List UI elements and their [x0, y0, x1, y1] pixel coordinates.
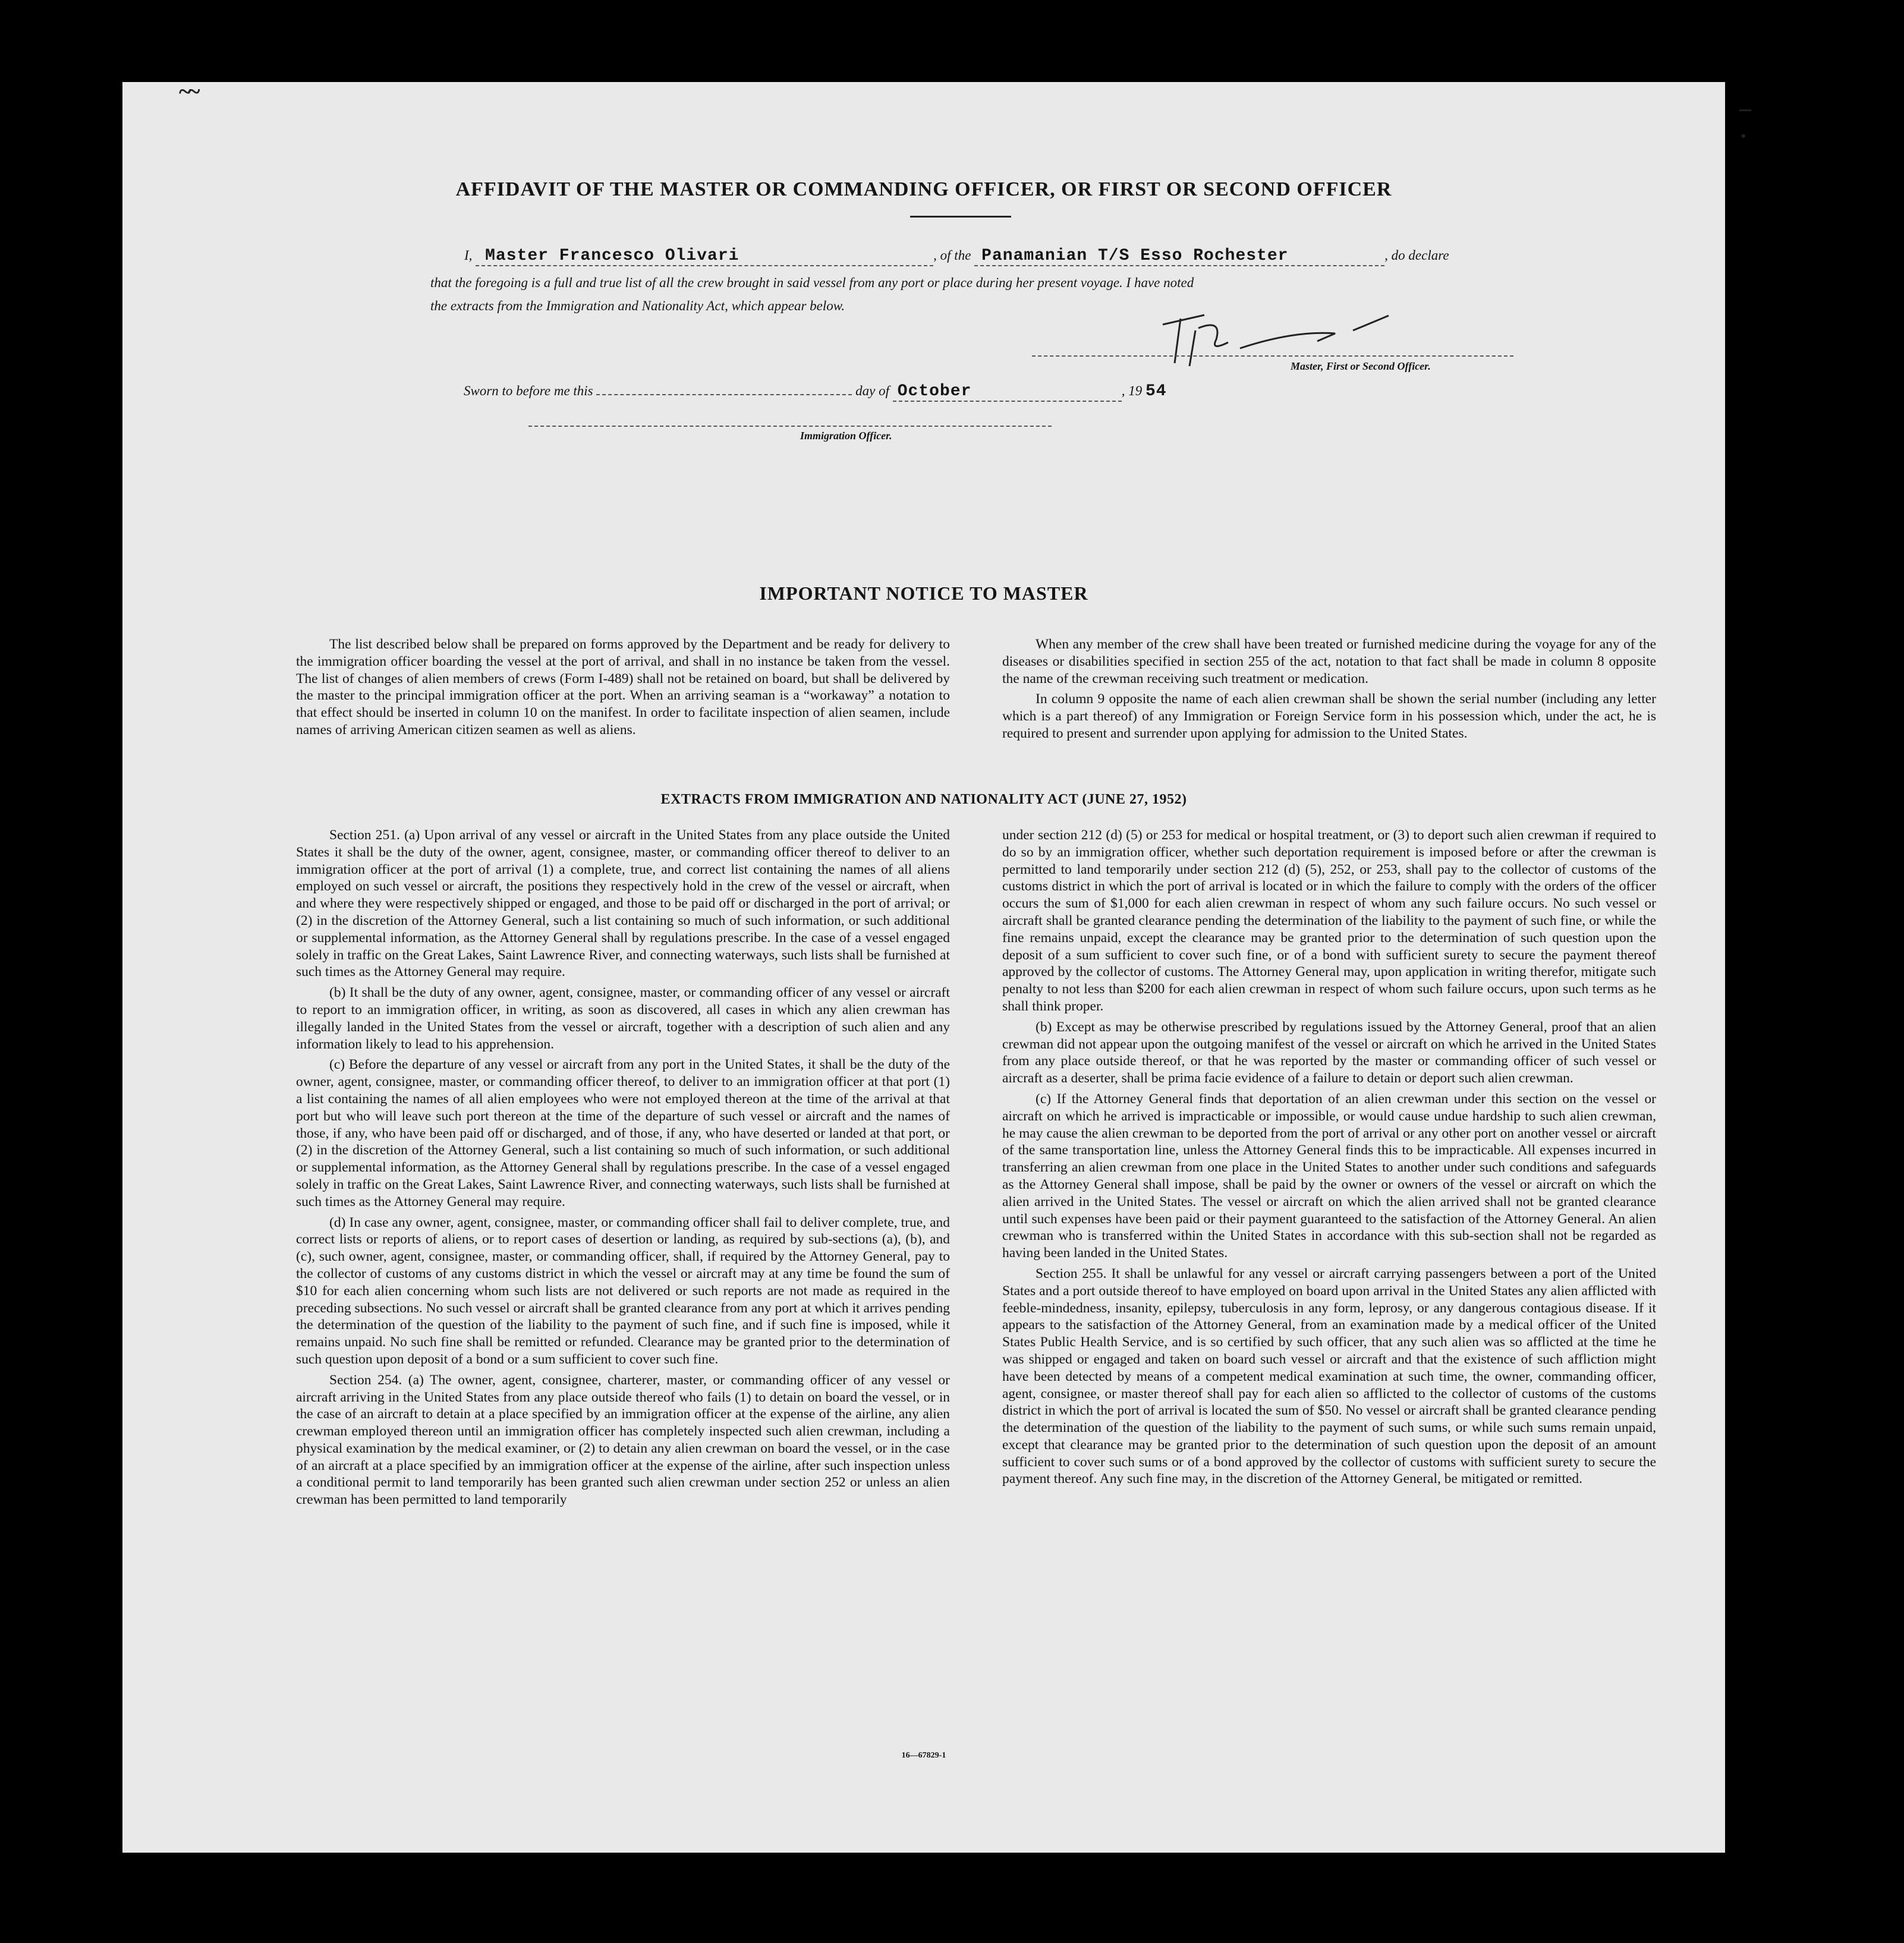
punch-hole	[1755, 1676, 1783, 1704]
month-field[interactable]	[893, 382, 1122, 402]
notice-paragraph: In column 9 opposite the name of each alien crewman shall be shown the serial number (including any letter which is a part thereof) of any Immigration or Foreign Service form in his possession which, under the act, he is required to present and surrender upon applying for admission to the United States.	[1002, 691, 1656, 741]
corner-mark: –·	[1739, 95, 1748, 149]
of-the-label: , of the	[933, 248, 971, 263]
punch-hole	[1755, 229, 1783, 258]
punch-hole	[1755, 1325, 1783, 1354]
section-paragraph: (b) It shall be the duty of any owner, agent, consignee, master, or commanding officer of any vessel or aircraft to report to an immigration officer, in writing, as soon as discovered, all cases in which any alien crewman has illegally landed in the United States from the vessel or aircraft, together with a description of such alien and any information likely to lead to his apprehension.	[296, 985, 950, 1052]
year-prefix: , 19	[1121, 383, 1143, 398]
vessel-field[interactable]	[974, 247, 1384, 266]
extracts-right-column	[1002, 827, 1656, 1491]
i-label: I,	[464, 248, 473, 263]
month-value: October	[897, 382, 972, 401]
year-value: 54	[1145, 382, 1167, 401]
signature-line	[1032, 355, 1513, 357]
notice-title: IMPORTANT NOTICE TO MASTER	[759, 582, 1088, 604]
section-paragraph: Section 251. (a) Upon arrival of any vessel or aircraft in the United States from any place outside the United States it shall be the duty of the owner, agent, consignee, master, or commanding officer thereof to deliver to an immigration officer at the port of arrival (1) a complete, true, and correct list containing the names of all aliens employed on such vessel or aircraft, the positions they respectively hold in the crew of the vessel or aircraft, when and where they were respectively shipped or engaged, and those to be paid off or discharged in the port of arrival; or (2) in the discretion of the Attorney General, such a list containing so much of such information, or such additional or supplemental information, as the Attorney General shall by regulations prescribe. In the case of a vessel engaged solely in traffic on the Great Lakes, Saint Lawrence River, and connecting waterways, such lists shall be furnished at such times as the Attorney General may require.	[296, 827, 950, 980]
vessel-value: Panamanian T/S Esso Rochester	[981, 247, 1289, 265]
document-page	[122, 78, 1748, 1853]
statement-line-2: the extracts from the Immigration and Nationality Act, which appear below.	[430, 298, 845, 313]
sworn-day-field[interactable]	[596, 394, 852, 395]
title-rule	[910, 216, 1011, 218]
section-paragraph: (c) If the Attorney General finds that deportation of an alien crewman under this section on the vessel or aircraft on which he arrived is impracticable or impossible, or would cause undue hardship to such alien crewman, he may cause the alien crewman to be deported from the port of arrival or any other port on another vessel or aircraft of the same transportation line, unless the Attorney General finds this to be impracticable. All expenses incurred in transferring an alien crewman from one place in the United States to another under such conditions and safeguards as the Attorney General shall impose, shall be paid by the owner or owners of the vessel or aircraft on which the alien arrived in the United States. The vessel or aircraft on which the alien arrived shall not be granted clearance until such expenses have been paid or their payment guaranteed to the satisfaction of the Attorney General. An alien crewman who is transferred within the United States in accordance with this sub-section shall not be regarded as having been landed in the United States.	[1002, 1091, 1656, 1261]
day-of-label: day of	[855, 383, 889, 398]
do-declare-label: , do declare	[1384, 248, 1449, 263]
section-paragraph: (d) In case any owner, agent, consignee, master, or commanding officer shall fail to deliver complete, true, and correct lists or reports of aliens, or to report cases of desertion or landing, as required by sub-sections (a), (b), and (c), such owner, agent, consignee, master, or commanding officer, shall, if required by the Attorney General, pay to the collector of customs of any customs district in which the vessel or aircraft may at any time be found the sum of $10 for each alien concerning whom such lists are not delivered or such reports are not made as required in the preceding subsections. No such vessel or aircraft shall be granted clearance from any port at which it arrives pending the determination of the question of the liability to the payment of such fine, and if such fine is imposed, while it remains unpaid. No such fine shall be remitted or refunded. Clearance may be granted prior to the determination of such question upon deposit of a bond or a sum sufficient to cover such fine.	[296, 1214, 950, 1367]
sworn-label: Sworn to before me this	[464, 383, 593, 398]
officer-label: Immigration Officer.	[800, 430, 892, 442]
punch-hole	[1755, 1218, 1783, 1247]
name-field[interactable]	[476, 247, 933, 266]
notice-paragraph: When any member of the crew shall have been treated or furnished medicine during the voyage for any of the diseases or disabilities specified in section 255 of the act, notation to that fact shall be made in column 8 opposite the name of the crewman receiving such treatment or medication.	[1002, 637, 1656, 686]
punch-hole	[1755, 1432, 1783, 1461]
section-paragraph: under section 212 (d) (5) or 253 for medical or hospital treatment, or (3) to deport such alien crewman if required to do so by an immigration officer, whether such deportation requirement is imposed before or after the crewman is permitted to land temporarily under section 212 (d) (5), 252, or 253, shall pay to the collector of customs of the customs district in which the port of arrival is located or in which the failure to comply with the orders of the officer occurs the sum of $1,000 for each alien crewman in respect of whom any such failure occurs. No such vessel or aircraft shall be granted clearance pending the determination of the liability to the payment of such fine, or while the fine remains unpaid, except the clearance may be granted prior to the determination of such question upon the deposit of a sum sufficient to cover such fine, or of a bond with sufficient surety to secure the payment thereof approved by the collector of customs. The Attorney General may, upon application in writing therefor, mitigate such penalty to not less than $200 for each alien crewman in respect of whom such failure occurs, upon such terms as he shall think proper.	[1002, 827, 1656, 1014]
section-paragraph: (b) Except as may be otherwise prescribed by regulations issued by the Attorney General, proof that an alien crewman did not appear upon the outgoing manifest of the vessel or aircraft on which he arrived in the United States from any place outside thereof, or that he was reported by the master or commanding officer of such vessel or aircraft as a deserter, shall be prima facie evidence of a failure to detain or deport such alien crewman.	[1002, 1019, 1656, 1087]
section-paragraph: (c) Before the departure of any vessel or aircraft from any port in the United States, it shall be the duty of the owner, agent, consignee, master, or commanding officer thereof, to deliver to an immigration officer at that port (1) a list containing the names of all alien employees who were not employed thereon at the time of the arrival at that port but who will leave such port thereon at the time of the departure of such vessel or aircraft and the names of those, if any, who have been paid off or discharged, and of those, if any, who have deserted or landed at that port, or (2) in the discretion of the Attorney General, such a list containing so much of such information, or such additional or supplemental information, as the Attorney General shall by regulations prescribe. In the case of a vessel engaged solely in traffic on the Great Lakes, Saint Lawrence River, and connecting waterways, such lists shall be furnished at such times as the Attorney General may require.	[296, 1057, 950, 1210]
signature-label: Master, First or Second Officer.	[1291, 360, 1431, 372]
declaration-line	[464, 247, 1449, 266]
corner-mark: ~~	[179, 78, 197, 105]
name-value: Master Francesco Olivari	[485, 247, 739, 265]
officer-line	[528, 426, 1052, 427]
notice-paragraph: The list described below shall be prepared on forms approved by the Department and be ready for delivery to the immigration officer boarding the vessel at the port of arrival, and shall in no instance be taken from the vessel. The list of changes of alien members of crews (Form I-489) shall not be retained on board, but shall be delivered by the master to the principal immigration officer at the port. When an arriving seaman is a “workaway” a notation to that effect should be inserted in column 10 on the manifest. In order to facilitate inspection of alien seamen, include names of arriving American citizen seamen as well as aliens.	[296, 637, 950, 738]
notice-left-column	[296, 636, 950, 742]
section-paragraph: Section 255. It shall be unlawful for any vessel or aircraft carrying passengers between a port of the United States and a port outside thereof to have employed on board upon arrival in the United States any alien afflicted with feeble-mindedness, insanity, epilepsy, tuberculosis in any form, leprosy, or any dangerous contagious disease. If it appears to the satisfaction of the Attorney General, from an examination made by a medical officer of the United States Public Health Service, and is so certified by such officer, that any such alien was so afflicted at the time he was shipped or engaged and taken on board such vessel or aircraft and that the existence of such affliction might have been detected by means of a competent medical examination at such time, the owner, commanding officer, agent, consignee, or master thereof shall pay for each alien so afflicted to the collector of customs of the customs district in which the port of arrival is located the sum of $50. No vessel or aircraft shall be granted clearance pending the determination of the question of the liability to the payment of such sums, or while such sums remain unpaid, except that clearance may be granted prior to the determination of such question upon the deposit of an amount sufficient to cover such sums or of a bond approved by the collector of customs with sufficient surety to secure the payment thereof. Any such fine may, in the discretion of the Attorney General, be mitigated or remitted.	[1002, 1265, 1656, 1487]
punch-hole	[1755, 443, 1783, 472]
statement-line-1: that the foregoing is a full and true list of all the crew brought in said vessel from any port or place during her present voyage. I have noted	[430, 275, 1194, 290]
affidavit-title: AFFIDAVIT OF THE MASTER OR COMMANDING OFFICER, OR FIRST OR SECOND OFFICER	[455, 178, 1392, 200]
extracts-title: EXTRACTS FROM IMMIGRATION AND NATIONALITY ACT (JUNE 27, 1952)	[660, 792, 1187, 807]
section-paragraph: Section 254. (a) The owner, agent, consignee, charterer, master, or commanding officer of any vessel or aircraft arriving in the United States from any place outside thereof who fails (1) to detain on board the vessel, or in the case of an aircraft to detain at a place specified by an immigration officer at the expense of the airline, any alien crewman employed thereon until an immigration officer has completely inspected such alien crewman, including a physical examination by the medical examiner, or (2) to detain any alien crewman on board the vessel, or in the case of an aircraft at a place specified by an immigration officer at the expense of the airline, after such inspection unless a conditional permit to land temporarily has been granted such alien crewman under section 252 or unless an alien crewman has been permitted to land temporarily	[296, 1372, 950, 1508]
extracts-left-column	[296, 827, 950, 1512]
notice-right-column	[1002, 636, 1656, 746]
sworn-line	[464, 382, 1167, 402]
form-number: 16—67829-1	[901, 1751, 946, 1760]
punch-hole	[1755, 336, 1783, 365]
